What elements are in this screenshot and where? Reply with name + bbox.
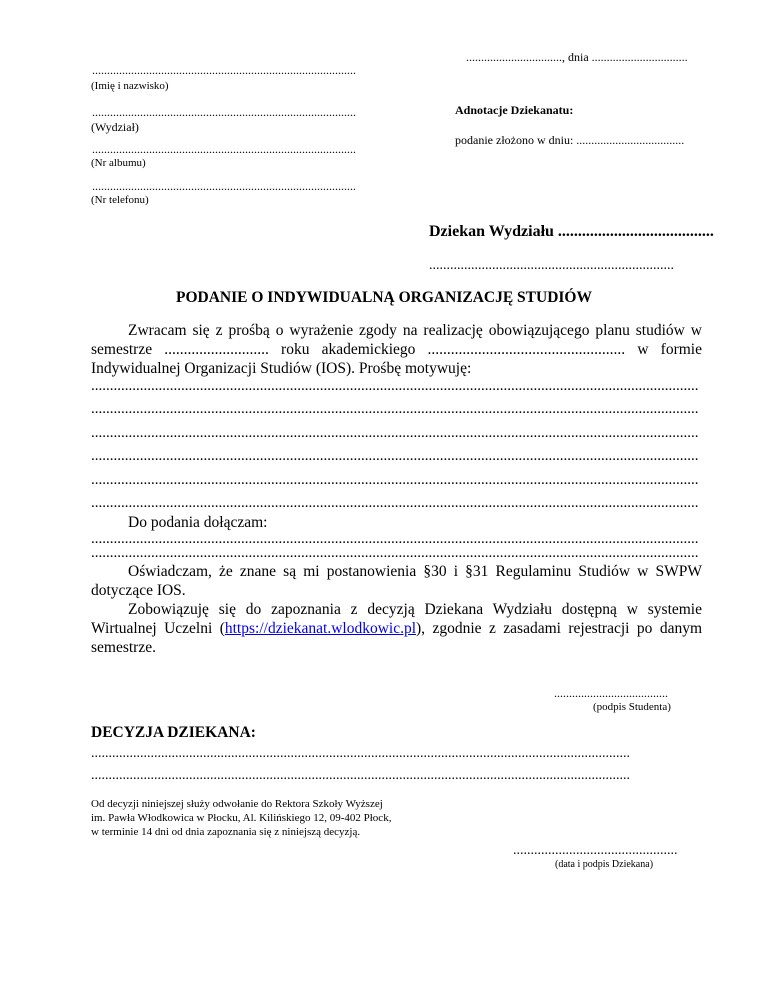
motivation-line-2[interactable]: .................................................................................................................................................................. — [91, 401, 699, 417]
attachment-line-2[interactable]: .................................................................................................................................................................. — [91, 545, 699, 561]
decision-title: DECYZJA DZIEKANA: — [91, 724, 256, 741]
dean-signature-label: (data i podpis Dziekana) — [555, 859, 654, 870]
appeal-line-2: im. Pawła Włodkowica w Płocku, Al. Kilińskiego 12, 09-402 Płock, — [91, 812, 392, 824]
commitment-text-start: Zobowiązuję się do zapoznania z decyzją Dziekana Wydziału dostępną w systemie Wirtualnej Uczelni ( — [91, 601, 702, 637]
commitment-text-end: ), zgodnie z zasadami rejestracji po danym semestrze. — [91, 620, 703, 656]
motivation-line-1[interactable]: .................................................................................................................................................................. — [91, 378, 699, 394]
declaration-paragraph: Oświadczam, że znane są mi postanowienia §30 i §31 Regulaminu Studiów w SWPW dotyczące IOS. — [91, 563, 702, 599]
attachment-line-1[interactable]: .................................................................................................................................................................. — [91, 531, 699, 547]
student-signature-label: (podpis Studenta) — [593, 701, 671, 713]
album-label: (Nr albumu) — [91, 157, 146, 169]
motivation-line-4[interactable]: .................................................................................................................................................................. — [91, 448, 699, 464]
dziekanat-link[interactable]: https://dziekanat.wlodkowic.pl — [224, 620, 417, 637]
appeal-line-3: w terminie 14 dni od dnia zapoznania się z niniejszą decyzją. — [91, 826, 361, 838]
student-signature-field[interactable]: ...................................... — [554, 686, 668, 700]
office-annotations-title: Adnotacje Dziekanatu: — [455, 103, 574, 117]
request-paragraph: Zwracam się z prośbą o wyrażenie zgody na realizację obowiązującego planu studiów w semestrze ........................... roku akademickiego ................................................... w formie Indywidualnej Organizacji Studiów (IOS). Prośbę motywuję: — [91, 322, 702, 377]
motivation-line-6[interactable]: .................................................................................................................................................................. — [91, 495, 699, 511]
attachments-label: Do podania dołączam: — [128, 514, 268, 531]
motivation-line-5[interactable]: .................................................................................................................................................................. — [91, 472, 699, 488]
faculty-dots[interactable]: ........................................................................................ — [92, 105, 356, 119]
dean-faculty-line[interactable]: Dziekan Wydziału ....................................... — [429, 223, 714, 240]
dean-signature-field[interactable]: ............................................... — [513, 843, 678, 858]
place-date-field[interactable]: ................................, dnia ................................ — [466, 50, 688, 64]
decision-line-2[interactable]: .......................................................................................................................................................... — [91, 768, 630, 783]
form-title: PODANIE O INDYWIDUALNĄ ORGANIZACJĘ STUDIÓW — [176, 289, 592, 306]
decision-line-1[interactable]: .......................................................................................................................................................... — [91, 746, 630, 761]
album-dots[interactable]: ........................................................................................ — [92, 142, 356, 156]
submitted-date-field[interactable]: podanie złożono w dniu: .................................... — [455, 133, 685, 147]
name-label: (Imię i nazwisko) — [91, 80, 169, 92]
commitment-paragraph — [91, 600, 702, 657]
phone-label: (Nr telefonu) — [91, 194, 149, 206]
dean-name-line[interactable]: ...................................................................... — [429, 258, 674, 273]
motivation-line-3[interactable]: .................................................................................................................................................................. — [91, 425, 699, 441]
name-dots[interactable]: ........................................................................................ — [92, 63, 356, 77]
faculty-label: (Wydział) — [91, 120, 139, 134]
appeal-line-1: Od decyzji niniejszej służy odwołanie do Rektora Szkoły Wyższej — [91, 798, 383, 810]
phone-dots[interactable]: ........................................................................................ — [92, 179, 356, 193]
